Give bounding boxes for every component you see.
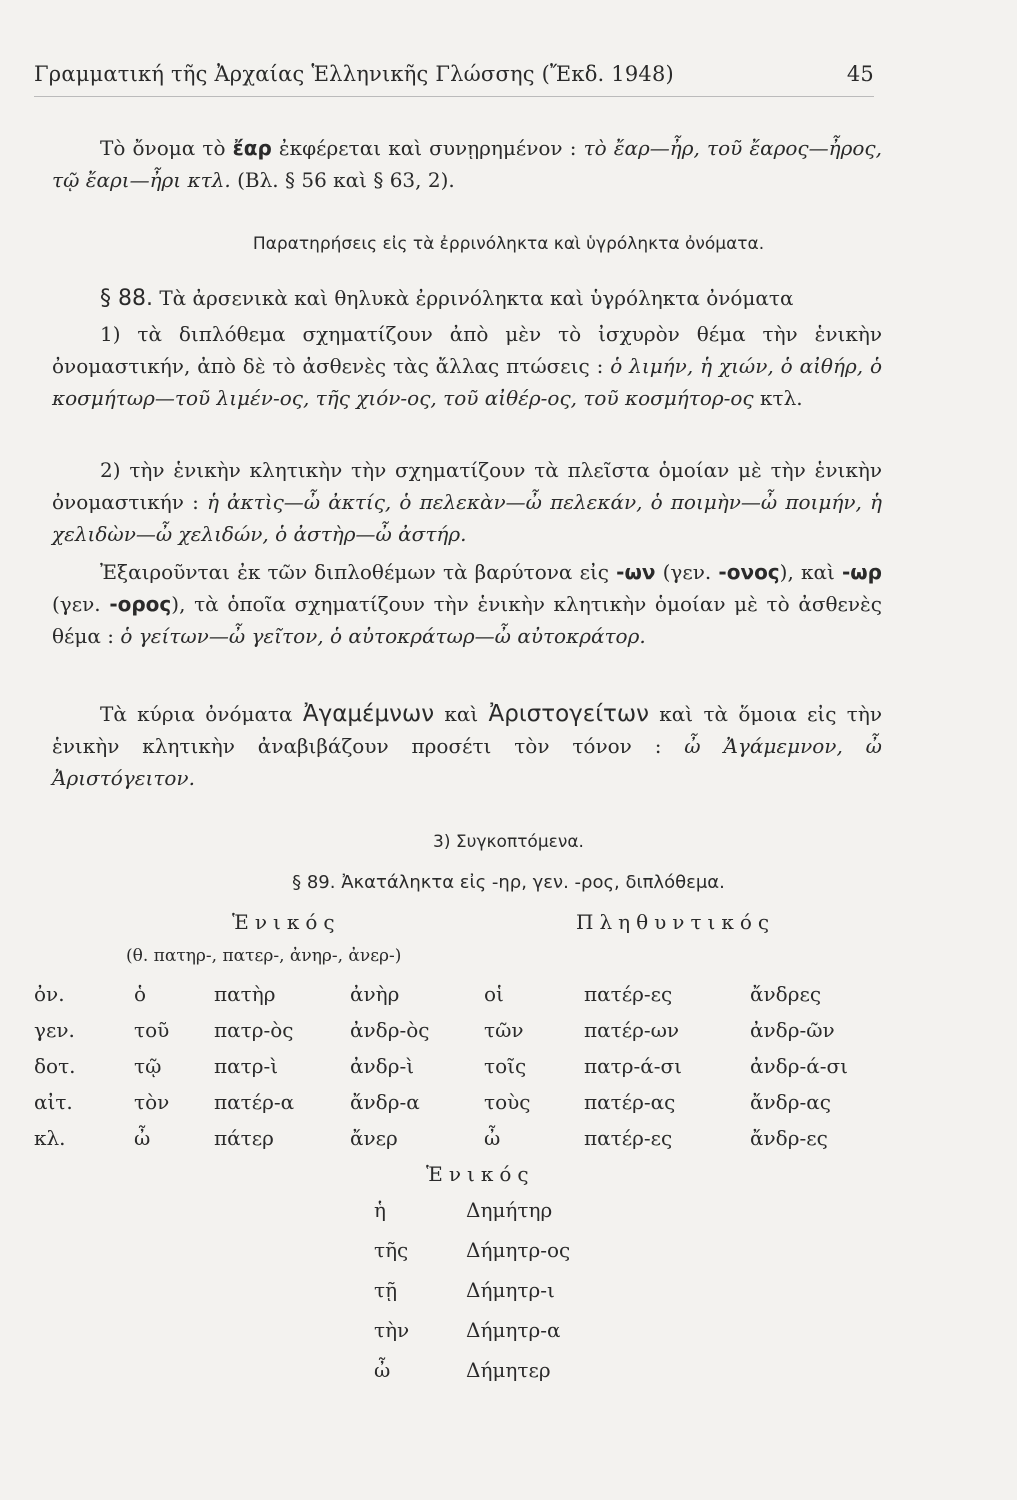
number-labels-row [34,1162,894,1198]
intro-text-2: ἐκφέρεται καὶ συνῃρημένον : [271,136,584,160]
case-label: αἰτ. [34,1090,73,1114]
demeter-form: Δήμητερ [466,1358,551,1382]
proper-name-2: Ἀριστογείτων [488,701,649,727]
table-row [34,1278,894,1318]
table-row [34,982,894,1018]
aner-pl: ἀνδρ-ά-σι [750,1054,848,1078]
pater-sg: πάτερ [214,1126,274,1150]
proper-text-2: καὶ [434,702,489,726]
demeter-singular-label: Ἑνικός [426,1162,535,1186]
header-title: Γραμματική τῆς Ἀρχαίας Ἑλληνικῆς Γλώσσης (Ἔκδ. 1948) [34,62,674,86]
stems-row [34,946,894,982]
s88-exceptions [52,556,882,652]
demeter-form: Δημήτηρ [466,1198,553,1222]
intro-paragraph [52,132,882,196]
table-row [34,1126,894,1162]
table-row [34,1358,894,1398]
pater-pl: πατέρ-ας [584,1090,676,1114]
article-sg: τῷ [134,1054,162,1078]
aner-sg: ἄνερ [350,1126,398,1150]
s89-heading: § 89. Ἀκατάληκτα εἰς -ηρ, γεν. -ρος, διπλόθεμα. [292,872,725,893]
exc-text-4: (γεν. [52,592,110,616]
aner-pl: ἀνδρ-ῶν [750,1018,835,1042]
proper-text-3: καὶ τὰ ὅμοια εἰς τὴν ἑνικὴν κλητικὴν ἀναβιβάζουν προσέτι τὸν τόνον : [52,702,882,758]
exc-examples: ὁ γείτων—ὦ γεῖτον, ὁ αὐτοκράτωρ—ὦ αὐτοκράτορ. [120,624,646,648]
article-sg: τὸν [134,1090,170,1114]
observations-heading: Παρατηρήσεις εἰς τὰ ἐρρινόληκτα καὶ ὑγρόληκτα ὀνόματα. [252,234,765,254]
s88-rule-1-end: κτλ. [753,386,803,410]
aner-sg: ἀνδρ-ὸς [350,1018,430,1042]
s88-rule-2-text: 2) τὴν ἑνικὴν κλητικὴν τὴν σχηματίζουν τὰ πλεῖστα ὁμοίαν μὲ τὴν ἑνικὴν ὀνομαστικήν : [52,458,882,514]
page-number: 45 [846,62,874,86]
aner-sg: ἄνδρ-α [350,1090,420,1114]
case-label: κλ. [34,1126,66,1150]
s88-rule-1-examples: ὁ λιμήν, ἡ χιών, ὁ αἰθήρ, ὁ κοσμήτωρ—τοῦ λιμέν-ος, τῆς χιόν-ος, τοῦ αἰθέρ-ος, τοῦ κοσμήτορ-ος [52,354,882,410]
intro-text-1: Τὸ ὄνομα τὸ [100,136,233,160]
exc-text-2: (γεν. [655,560,719,584]
plural-label: Πληθυντικός [576,910,776,934]
article-pl: ὦ [484,1126,501,1150]
demeter-article: τὴν [374,1318,410,1342]
aner-sg: ἀνὴρ [350,982,400,1006]
article-pl: τῶν [484,1018,524,1042]
demeter-form: Δήμητρ-ι [466,1278,555,1302]
pater-pl: πατρ-ά-σι [584,1054,682,1078]
pater-pl: πατέρ-ες [584,982,673,1006]
s88-lead [52,282,882,315]
article-pl: τοὺς [484,1090,531,1114]
case-label: δοτ. [34,1054,76,1078]
running-header [34,62,874,86]
section-3-heading: 3) Συγκοπτόμενα. [433,832,584,852]
intro-reference: (Βλ. § 56 καὶ § 63, 2). [230,168,455,192]
article-sg: τοῦ [134,1018,170,1042]
pater-sg: πατρ-ὸς [214,1018,294,1042]
paradigm-table-demeter [34,1162,894,1398]
s88-number: § 88. [100,286,153,311]
case-label: γεν. [34,1018,75,1042]
aner-pl: ἄνδρες [750,982,822,1006]
pater-sg: πατέρ-α [214,1090,295,1114]
s88-rule-2 [52,454,882,550]
demeter-form: Δήμητρ-α [466,1318,561,1342]
exc-ending-4: -ορος [109,592,172,616]
article-sg: ὁ [134,982,147,1006]
demeter-form: Δήμητρ-ος [466,1238,571,1262]
s88-proper-names [52,698,882,794]
demeter-article: τῇ [374,1278,398,1302]
pater-sg: πατρ-ὶ [214,1054,279,1078]
pater-sg: πατὴρ [214,982,276,1006]
demeter-article: τῆς [374,1238,409,1262]
proper-text-1: Τὰ κύρια ὀνόματα [100,702,303,726]
pater-pl: πατέρ-ες [584,1126,673,1150]
paradigm-table-pater-aner [34,910,894,1162]
singular-label: Ἑνικός [232,910,341,934]
table-row [34,1318,894,1358]
table-row [34,1198,894,1238]
exc-text-1: Ἐξαιροῦνται ἐκ τῶν διπλοθέμων τὰ βαρύτονα εἰς [100,560,617,584]
aner-sg: ἀνδρ-ὶ [350,1054,415,1078]
s88-rule-2-examples: ἡ ἀκτὶς—ὦ ἀκτίς, ὁ πελεκὰν—ὦ πελεκάν, ὁ ποιμὴν—ὦ ποιμήν, ἡ χελιδὼν—ὦ χελιδών, ὁ ἀστὴρ—ὦ ἀστήρ. [52,490,882,546]
s88-rule-1-text: 1) τὰ διπλόθεμα σχηματίζουν ἀπὸ μὲν τὸ ἰσχυρὸν θέμα τὴν ἑνικὴν ὀνομαστικήν, ἀπὸ δὲ τὸ ἀσθενὲς τὰς ἄλλας πτώσεις : [52,322,882,378]
stems-note: (θ. πατηρ-, πατερ-, ἀνηρ-, ἀνερ-) [126,946,402,966]
article-sg: ὦ [134,1126,151,1150]
exc-ending-1: -ων [616,560,656,584]
s88-rule-1 [52,318,882,414]
number-labels-row [34,910,894,946]
exc-text-3: ), καὶ [779,560,842,584]
case-label: ὀν. [34,982,65,1006]
article-pl: οἱ [484,982,504,1006]
aner-pl: ἄνδρ-ες [750,1126,828,1150]
table-row [34,1018,894,1054]
demeter-article: ὦ [374,1358,391,1382]
s88-lead-text: Τὰ ἀρσενικὰ καὶ θηλυκὰ ἐρρινόληκτα καὶ ὑγρόληκτα ὀνόματα [152,286,794,310]
header-rule [34,96,874,97]
exc-text-5: ), τὰ ὁποῖα σχηματίζουν τὴν ἑνικὴν κλητικὴν ὁμοίαν μὲ τὸ ἀσθενὲς θέμα : [52,592,882,648]
table-row [34,1090,894,1126]
proper-examples: ὦ Ἀγάμεμνον, ὦ Ἀριστόγειτον. [52,734,882,790]
table-row [34,1054,894,1090]
exc-ending-2: -ονος [718,560,780,584]
pater-pl: πατέρ-ων [584,1018,680,1042]
exc-ending-3: -ωρ [842,560,882,584]
table-row [34,1238,894,1278]
intro-word: ἔαρ [232,136,272,160]
demeter-article: ἡ [374,1198,386,1222]
proper-name-1: Ἀγαμέμνων [302,701,435,727]
aner-pl: ἄνδρ-ας [750,1090,831,1114]
article-pl: τοῖς [484,1054,527,1078]
intro-examples: τὸ ἔαρ—ἦρ, τοῦ ἔαρος—ἦρος, τῷ ἔαρι—ἦρι κτλ. [52,136,882,192]
